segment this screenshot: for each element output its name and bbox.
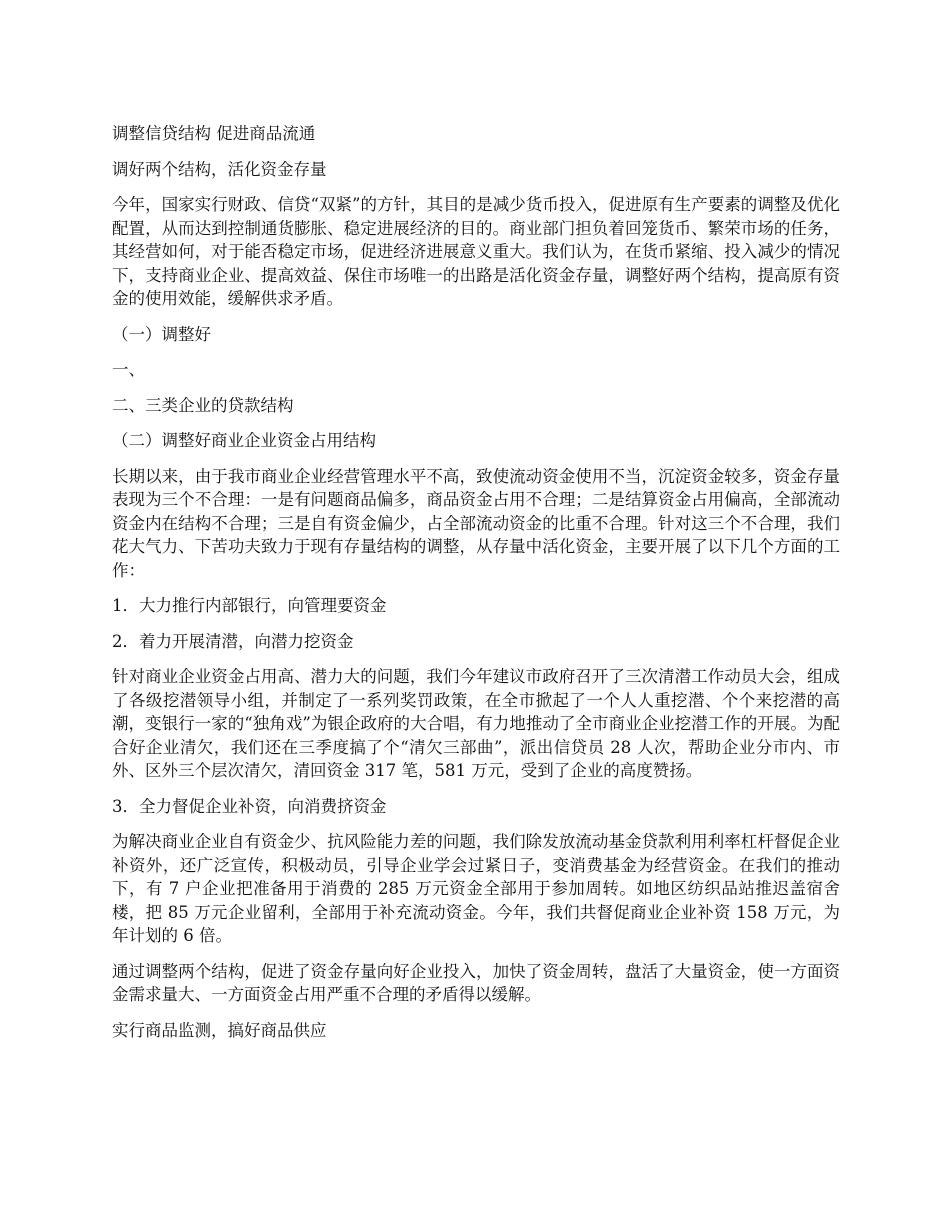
list-item-two: 二、三类企业的贷款结构	[112, 395, 294, 415]
paragraph-capital-supplement: 为解决商业企业自有资金少、抗风险能力差的问题，我们除发放流动基金贷款利用利率杠杆督促企业补资外，还广泛宣传，积极动员，引导企业学会过紧日子，变消费基金为经营资金。在我们的推动下，有 7 户企业把准备用于消费的 285 万元资金全部用于参加周转。如地区纺织品站推迟盖宿舍楼，把 85 万元企业留利，全部用于补充流动资金。今年，我们共督促商业企业补资 158 万元，为年计划的 6 倍。	[112, 832, 840, 945]
point-internal-bank: 1．大力推行内部银行，向管理要资金	[112, 596, 387, 615]
point-clear-potential: 2．着力开展清潜，向潜力挖资金	[112, 631, 354, 651]
paragraph-intro: 今年，国家实行财政、信贷“双紧”的方针，其目的是减少货币投入，促进原有生产要素的调整及优化配置，从而达到控制通货膨胀、稳定进展经济的目的。商业部门担负着回笼货币、繁荣市场的任务，其经营如何，对于能否稳定市场，促进经济进展意义重大。我们认为，在货币紧缩、投入减少的情况下，支持商业企业、提高效益、保住市场唯一的出路是活化资金存量，调整好两个结构，提高原有资金的使用效能，缓解供求矛盾。	[112, 195, 840, 308]
list-item-one: 一、	[112, 360, 145, 379]
point-capital-supplement: 3．全力督促企业补资，向消费挤资金	[112, 796, 387, 816]
paragraph-conclusion: 通过调整两个结构，促进了资金存量向好企业投入，加快了资金周转，盘活了大量资金，使一方面资金需求量大、一方面资金占用严重不合理的矛盾得以缓解。	[112, 961, 840, 1004]
subheading-fund-structure: （二）调整好商业企业资金占用结构	[112, 431, 376, 450]
subheading-adjust: （一）调整好	[112, 324, 211, 344]
section-heading-monitoring: 实行商品监测，搞好商品供应	[112, 1020, 327, 1040]
document-title: 调整信贷结构 促进商品流通	[112, 124, 316, 143]
paragraph-fund-structure: 长期以来，由于我市商业企业经营管理水平不高，致使流动资金使用不当，沉淀资金较多，资金存量表现为三个不合理：一是有问题商品偏多，商品资金占用不合理；二是结算资金占用偏高，全部流动资金内在结构不合理；三是自有资金偏少，占全部流动资金的比重不合理。针对这三个不合理，我们花大气力、下苦功夫致力于现有存量结构的调整，从存量中活化资金，主要开展了以下几个方面的工作：	[112, 466, 840, 580]
section-heading-structures: 调好两个结构，活化资金存量	[112, 159, 327, 179]
document-page	[112, 122, 840, 1054]
paragraph-clear-potential: 针对商业企业资金占用高、潜力大的问题，我们今年建议市政府召开了三次清潜工作动员大会，组成了各级挖潜领导小组，并制定了一系列奖罚政策，在全市掀起了一个人人重挖潜、个个来挖潜的高潮，变银行一家的“独角戏”为银企政府的大合唱，有力地推动了全市商业企业挖潜工作的开展。为配合好企业清欠，我们还在三季度搞了个“清欠三部曲”，派出信贷员 28 人次，帮助企业分市内、市外、区外三个层次清欠，清回资金 317 笔，581 万元，受到了企业的高度赞扬。	[112, 667, 840, 780]
